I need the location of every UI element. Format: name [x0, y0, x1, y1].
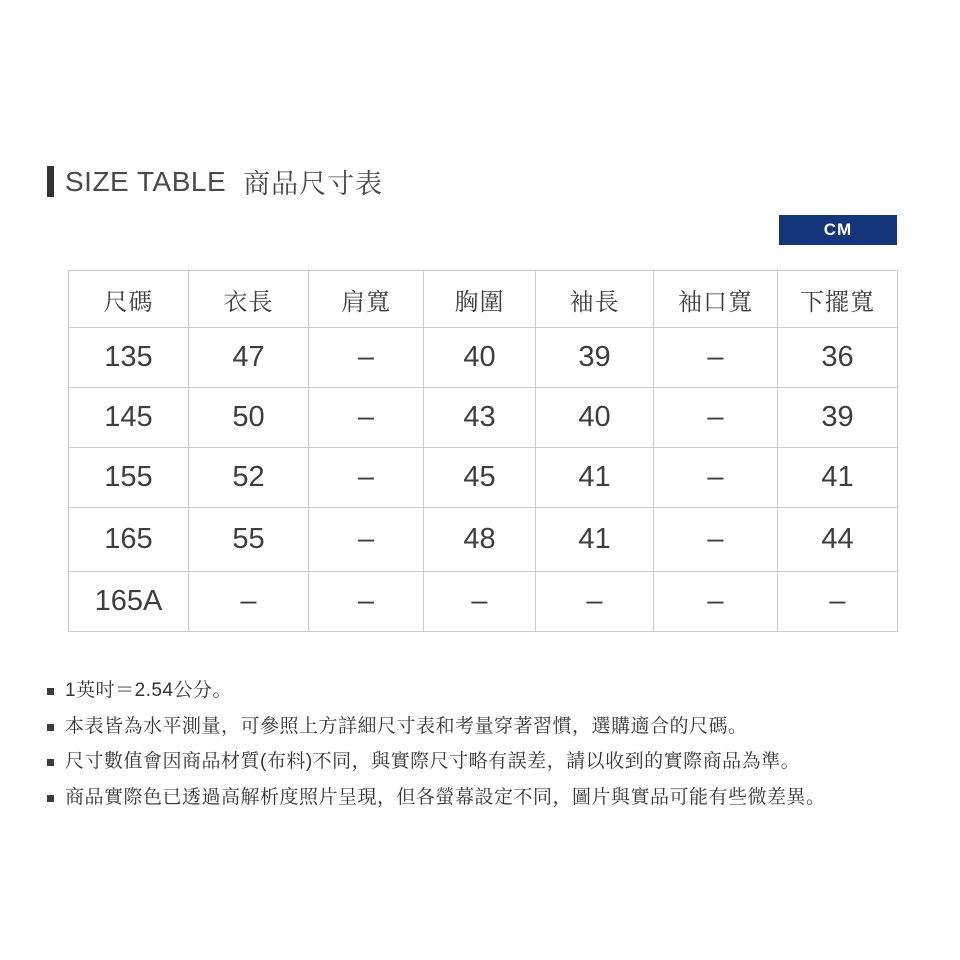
table-cell: 50: [189, 388, 309, 448]
note-item: [47, 716, 913, 738]
header-cell-hem-width: 下擺寬: [778, 271, 898, 328]
bullet-square-icon: [47, 724, 54, 731]
table-cell: 155: [69, 448, 189, 508]
header-cell-garment-length: 衣長: [189, 271, 309, 328]
title-chinese: 商品尺寸表: [243, 169, 384, 199]
table-cell: –: [309, 328, 424, 388]
page-title: [47, 162, 383, 201]
header-cell-shoulder-width: 肩寬: [309, 271, 424, 328]
note-item: [47, 680, 913, 702]
title-english: SIZE TABLE: [65, 165, 227, 197]
table-cell: –: [189, 572, 309, 632]
table-cell: 165: [69, 508, 189, 572]
table-cell: –: [654, 572, 778, 632]
table-cell: 40: [536, 388, 654, 448]
bullet-square-icon: [47, 688, 54, 695]
table-row: [69, 508, 898, 572]
header-cell-size-code: 尺碼: [69, 271, 189, 328]
table-cell: 45: [424, 448, 536, 508]
table-row: [69, 572, 898, 632]
table-row: [69, 328, 898, 388]
note-text: 尺寸數值會因商品材質(布料)不同，與實際尺寸略有誤差，請以收到的實際商品為準。: [65, 751, 801, 772]
table-cell: –: [309, 388, 424, 448]
table-cell: 44: [778, 508, 898, 572]
table-cell: 55: [189, 508, 309, 572]
header-cell-sleeve-length: 袖長: [536, 271, 654, 328]
table-cell: 48: [424, 508, 536, 572]
table-cell: 41: [536, 508, 654, 572]
note-text: 商品實際色已透過高解析度照片呈現，但各螢幕設定不同，圖片與實品可能有些微差異。: [65, 786, 826, 808]
table-cell: 52: [189, 448, 309, 508]
table-cell: –: [778, 572, 898, 632]
table-row: [69, 448, 898, 508]
table-cell: 165A: [69, 572, 189, 632]
table-cell: 39: [536, 328, 654, 388]
table-cell: –: [654, 328, 778, 388]
table-cell: 43: [424, 388, 536, 448]
table-header-row: [69, 271, 898, 328]
table-cell: 47: [189, 328, 309, 388]
table-cell: –: [536, 572, 654, 632]
note-text: 本表皆為水平測量，可參照上方詳細尺寸表和考量穿著習慣，選購適合的尺碼。: [65, 715, 748, 737]
table-cell: –: [309, 508, 424, 572]
size-table: [68, 270, 898, 632]
size-table-body: [69, 328, 898, 632]
header-cell-chest: 胸圍: [424, 271, 536, 328]
table-cell: 135: [69, 328, 189, 388]
table-cell: –: [654, 448, 778, 508]
table-cell: 41: [536, 448, 654, 508]
note-item: [47, 751, 913, 773]
table-cell: 39: [778, 388, 898, 448]
notes-section: [47, 680, 913, 822]
table-cell: –: [309, 572, 424, 632]
note-item: [47, 787, 913, 809]
table-cell: –: [654, 388, 778, 448]
table-cell: 41: [778, 448, 898, 508]
header-cell-cuff-width: 袖口寬: [654, 271, 778, 328]
table-cell: –: [309, 448, 424, 508]
table-cell: 145: [69, 388, 189, 448]
table-cell: –: [424, 572, 536, 632]
bullet-square-icon: [47, 759, 54, 766]
unit-badge-cm: CM: [779, 215, 897, 245]
table-row: [69, 388, 898, 448]
table-cell: 40: [424, 328, 536, 388]
bullet-square-icon: [47, 795, 54, 802]
note-text: 1英吋＝2.54公分。: [65, 680, 233, 701]
title-accent-bar: [47, 166, 54, 197]
table-cell: –: [654, 508, 778, 572]
size-table-header: [69, 271, 898, 328]
table-cell: 36: [778, 328, 898, 388]
